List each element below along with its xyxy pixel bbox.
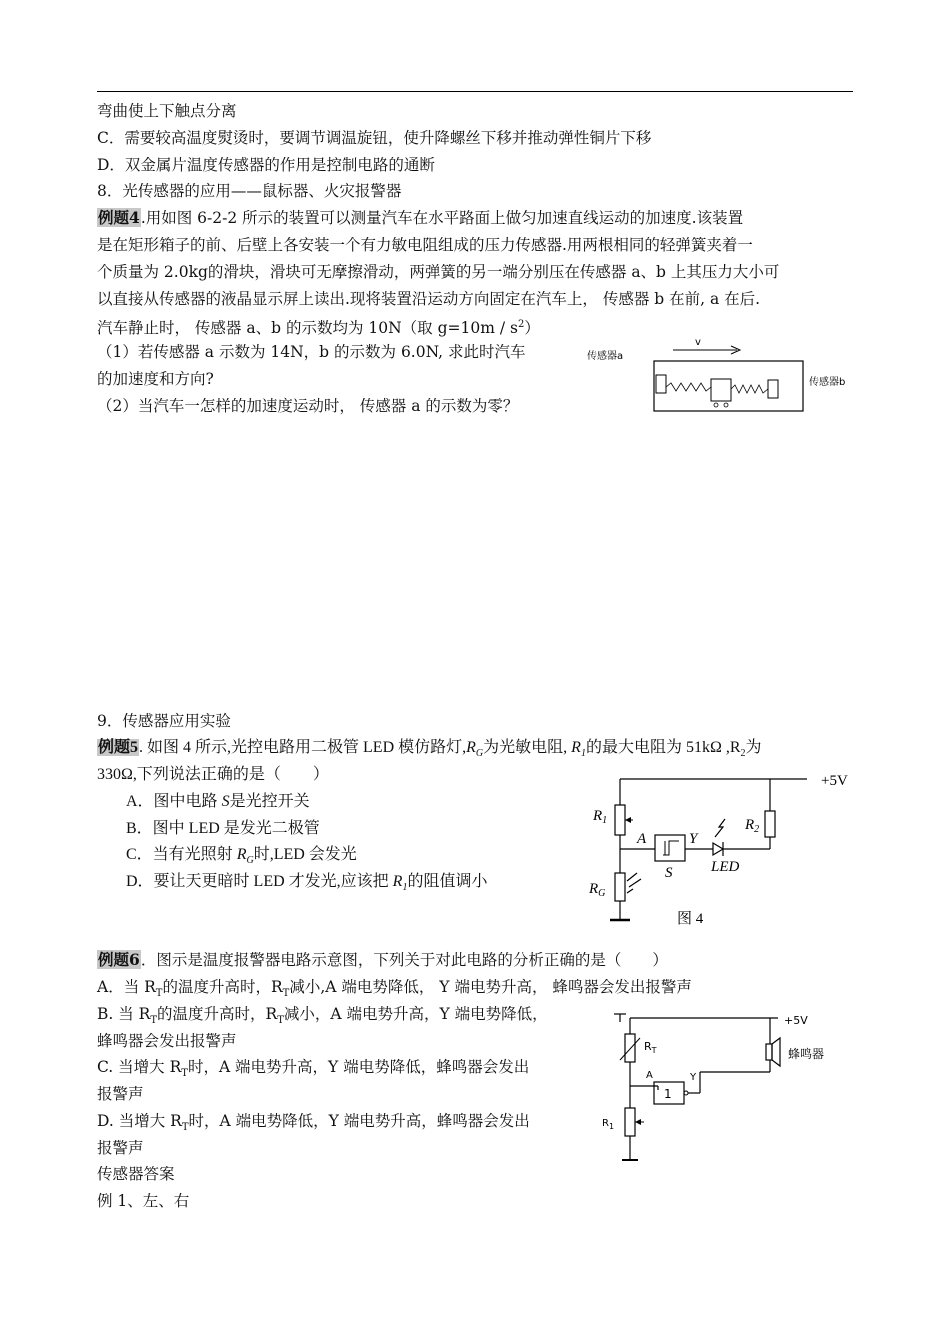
example6-option-d: D. 当增大 $R_T$时，A 端电势降低，Y 端电势升高，蜂鸣器会发出 xyxy=(97,1112,530,1134)
resistor-r1 xyxy=(625,1108,635,1136)
gate-label: 1 xyxy=(664,1087,672,1101)
example5-option-d: D．要让天更暗时 LED 才发光,应该把 $R_1$的阻值调小 xyxy=(126,873,488,894)
sensor-a-block xyxy=(656,375,666,393)
example4-line1: 例题4.用如图 6-2-2 所示的装置可以测量汽车在水平路面上做匀加速直线运动的加速度.该装置 xyxy=(98,208,744,227)
text-line: C．需要较高温度熨烫时，要调节调温旋钮，使升降螺丝下移并推动弹性铜片下移 xyxy=(97,129,652,147)
label-sensor-a: 传感器a xyxy=(587,351,624,362)
example4-question2: （2）当汽车一怎样的加速度运动时， 传感器 a 的示数为零？ xyxy=(97,397,519,415)
example6-option-d-cont: 报警声 xyxy=(97,1139,144,1157)
led-diode xyxy=(713,843,723,855)
example4-line2: 是在矩形箱子的前、后壁上各安装一个有力敏电阻组成的压力传感器.用两根相同的轻弹簧夹着一 xyxy=(97,236,753,254)
label-5v: +5V xyxy=(784,1014,808,1027)
example5-option-a: A．图中电路 S是光控开关 xyxy=(126,793,310,810)
light-control-circuit xyxy=(585,765,860,935)
temperature-alarm-circuit xyxy=(600,1008,860,1173)
example4-line5: 汽车静止时， 传感器 a、b 的示数均为 10N（取 $g=10m / s^2$） xyxy=(97,319,540,338)
example6-option-b: B. 当 $R_T$的温度升高时，$R_T$减小，A 端电势升高，Y 端电势降低， xyxy=(97,1005,548,1027)
label-rg: $R_G$ xyxy=(589,881,606,899)
example5-line2: 330Ω,下列说法正确的是（ ） xyxy=(97,766,329,783)
example-tag: 例题4 xyxy=(98,208,140,227)
section-heading: 9．传感器应用实验 xyxy=(97,712,231,730)
example4-question1: （1）若传感器 a 示数为 14N，b 的示数为 6.0N, 求此时汽车 xyxy=(97,343,526,361)
example6-option-b-cont: 蜂鸣器会发出报警声 xyxy=(97,1032,237,1050)
label-r1: $R_1$ xyxy=(593,808,608,826)
text-line: 弯曲使上下触点分离 xyxy=(97,102,237,120)
example6-option-c: C. 当增大 $R_T$时，A 端电势升高，Y 端电势降低，蜂鸣器会发出 xyxy=(97,1058,530,1080)
example5-line1: 例题5. 如图 4 所示,光控电路用二极管 LED 模仿路灯$,R_G$为光敏电阻, $R_1$的最大电阻为 51kΩ $,R_2$为 xyxy=(98,739,762,760)
example-tag: 例题6 xyxy=(98,950,140,969)
example4-question1-cont: 的加速度和方向? xyxy=(97,370,214,388)
answer-example1: 例 1、左、右 xyxy=(97,1192,190,1210)
example6-option-c-cont: 报警声 xyxy=(97,1085,144,1103)
photoresistor-rg xyxy=(615,873,625,901)
label-s: S xyxy=(665,865,673,881)
resistor-r2 xyxy=(765,811,775,837)
figure-caption: 图 4 xyxy=(677,911,704,927)
answers-title: 传感器答案 xyxy=(97,1165,175,1183)
label-sensor-b: 传感器b xyxy=(809,377,846,388)
header-rule xyxy=(97,91,853,92)
label-a: A xyxy=(646,1070,653,1081)
box xyxy=(654,361,803,411)
example-tag: 例题5 xyxy=(98,739,139,756)
label-r1: $R_1$ xyxy=(602,1118,615,1131)
example5-option-c: C．当有光照射 $R_G$时,LED 会发光 xyxy=(126,846,357,867)
section-heading: 8．光传感器的应用——鼠标器、火灾报警器 xyxy=(97,182,402,200)
label-a: A xyxy=(637,831,647,847)
spring-right xyxy=(731,385,768,393)
example4-line4: 以直接从传感器的液晶显示屏上读出.现将装置沿运动方向固定在汽车上， 传感器 b 在前, a 在后. xyxy=(97,290,761,308)
thermistor-rt xyxy=(625,1034,635,1062)
example5-option-b: B．图中 LED 是发光二极管 xyxy=(126,820,320,837)
label-y: Y xyxy=(689,831,698,847)
label-velocity: v xyxy=(695,337,701,348)
resistor-r1 xyxy=(615,805,625,835)
example6-line1: 例题6．图示是温度报警器电路示意图，下列关于对此电路的分析正确的是（ ） xyxy=(98,950,668,969)
label-rt: $R_T$ xyxy=(644,1040,657,1055)
example4-line3: 个质量为 2.0kg的滑块，滑块可无摩擦滑动，两弹簧的另一端分别压在传感器 a、b 上其压力大小可 xyxy=(97,263,780,281)
schmitt-trigger-s xyxy=(655,835,685,861)
text-line: D．双金属片温度传感器的作用是控制电路的通断 xyxy=(97,156,435,174)
sensor-box-diagram xyxy=(585,335,855,425)
sensor-b-block xyxy=(768,380,778,398)
label-5v: +5V xyxy=(821,773,848,789)
slider-block xyxy=(711,379,731,401)
spring-left xyxy=(666,383,711,391)
label-y: Y xyxy=(690,1072,697,1083)
buzzer xyxy=(766,1044,772,1060)
example6-option-a: A．当 $R_T$的温度升高时，$R_T$减小,A 端电势降低， Y 端电势升高， 蜂鸣器会发出报警声 xyxy=(97,978,692,1000)
label-r2: $R_2$ xyxy=(745,817,760,835)
label-led: LED xyxy=(711,859,740,875)
label-buzzer: 蜂鸣器 xyxy=(788,1047,825,1061)
